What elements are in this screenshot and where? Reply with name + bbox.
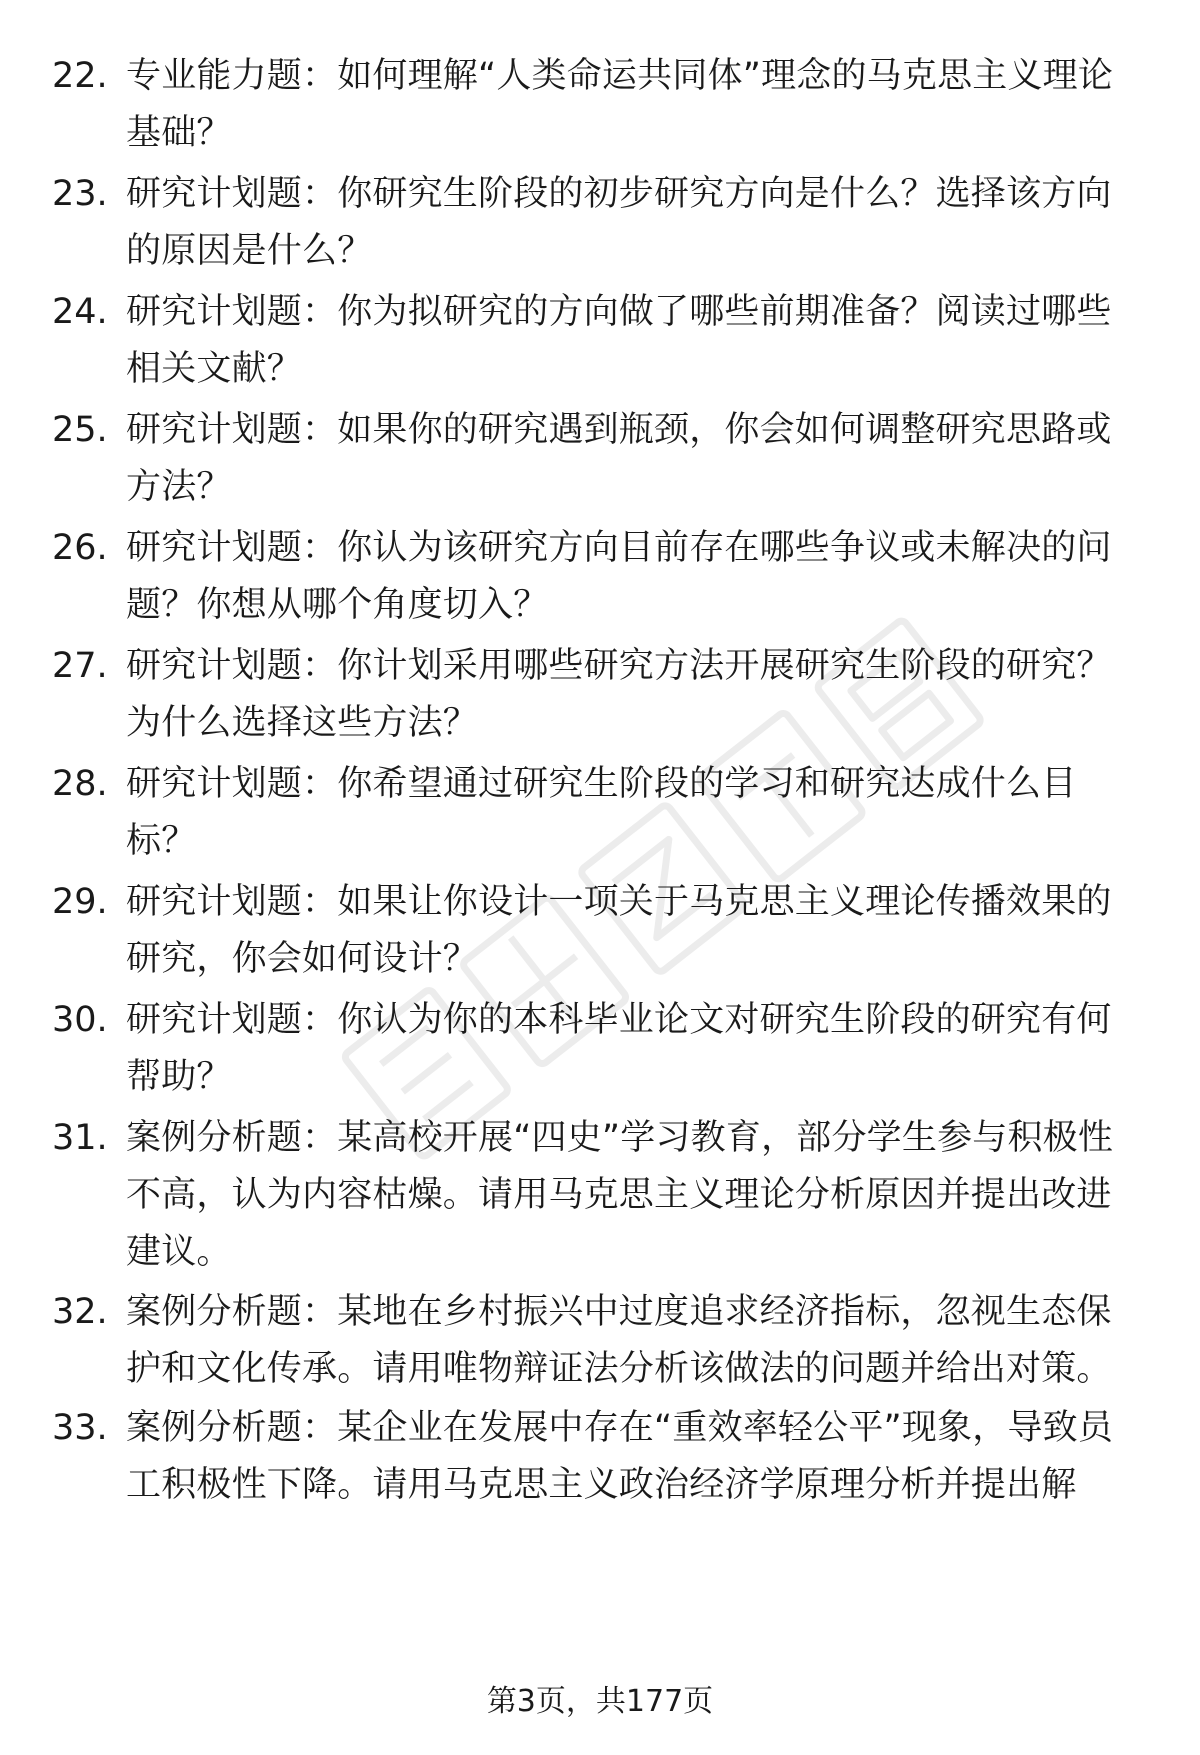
question-text: 研究计划题：你认为该研究方向目前存在哪些争议或未解决的问题？你想从哪个角度切入？ <box>126 528 1112 625</box>
question-text: 案例分析题：某企业在发展中存在“重效率轻公平”现象，导致员工积极性下降。请用马克思主义政治经济学原理分析并提出解 <box>126 1408 1114 1505</box>
question-number: 22. <box>52 56 108 96</box>
question-text: 案例分析题：某地在乡村振兴中过度追求经济指标，忽视生态保护和文化传承。请用唯物辩证法分析该做法的问题并给出对策。 <box>126 1292 1112 1389</box>
question-number: 27. <box>52 646 108 686</box>
question-text: 研究计划题：你认为你的本科毕业论文对研究生阶段的研究有何帮助？ <box>126 1000 1112 1097</box>
question-number: 23. <box>52 174 108 214</box>
question-text: 研究计划题：如果让你设计一项关于马克思主义理论传播效果的研究，你会如何设计？ <box>126 882 1112 979</box>
question-number: 25. <box>52 410 108 450</box>
question-text: 研究计划题：你希望通过研究生阶段的学习和研究达成什么目标？ <box>126 764 1077 861</box>
question-text: 研究计划题：如果你的研究遇到瓶颈，你会如何调整研究思路或方法？ <box>126 410 1112 507</box>
question-text: 研究计划题：你为拟研究的方向做了哪些前期准备？阅读过哪些相关文献？ <box>126 292 1112 389</box>
question-number: 31. <box>52 1118 108 1158</box>
question-number: 28. <box>52 764 108 804</box>
question-text: 案例分析题：某高校开展“四史”学习教育，部分学生参与积极性不高，认为内容枯燥。请用马克思主义理论分析原因并提出改进建议。 <box>126 1118 1114 1272</box>
question-number: 30. <box>52 1000 108 1040</box>
question-text: 研究计划题：你计划采用哪些研究方法开展研究生阶段的研究？为什么选择这些方法？ <box>126 646 1112 743</box>
question-number: 26. <box>52 528 108 568</box>
question-text: 研究计划题：你研究生阶段的初步研究方向是什么？选择该方向的原因是什么？ <box>126 174 1112 271</box>
question-number: 24. <box>52 292 108 332</box>
question-number: 33. <box>52 1408 108 1448</box>
question-number: 32. <box>52 1292 108 1332</box>
question-text: 专业能力题：如何理解“人类命运共同体”理念的马克思主义理论基础？ <box>126 56 1114 153</box>
page-number: 第3页，共177页 <box>486 1684 714 1719</box>
question-number: 29. <box>52 882 108 922</box>
